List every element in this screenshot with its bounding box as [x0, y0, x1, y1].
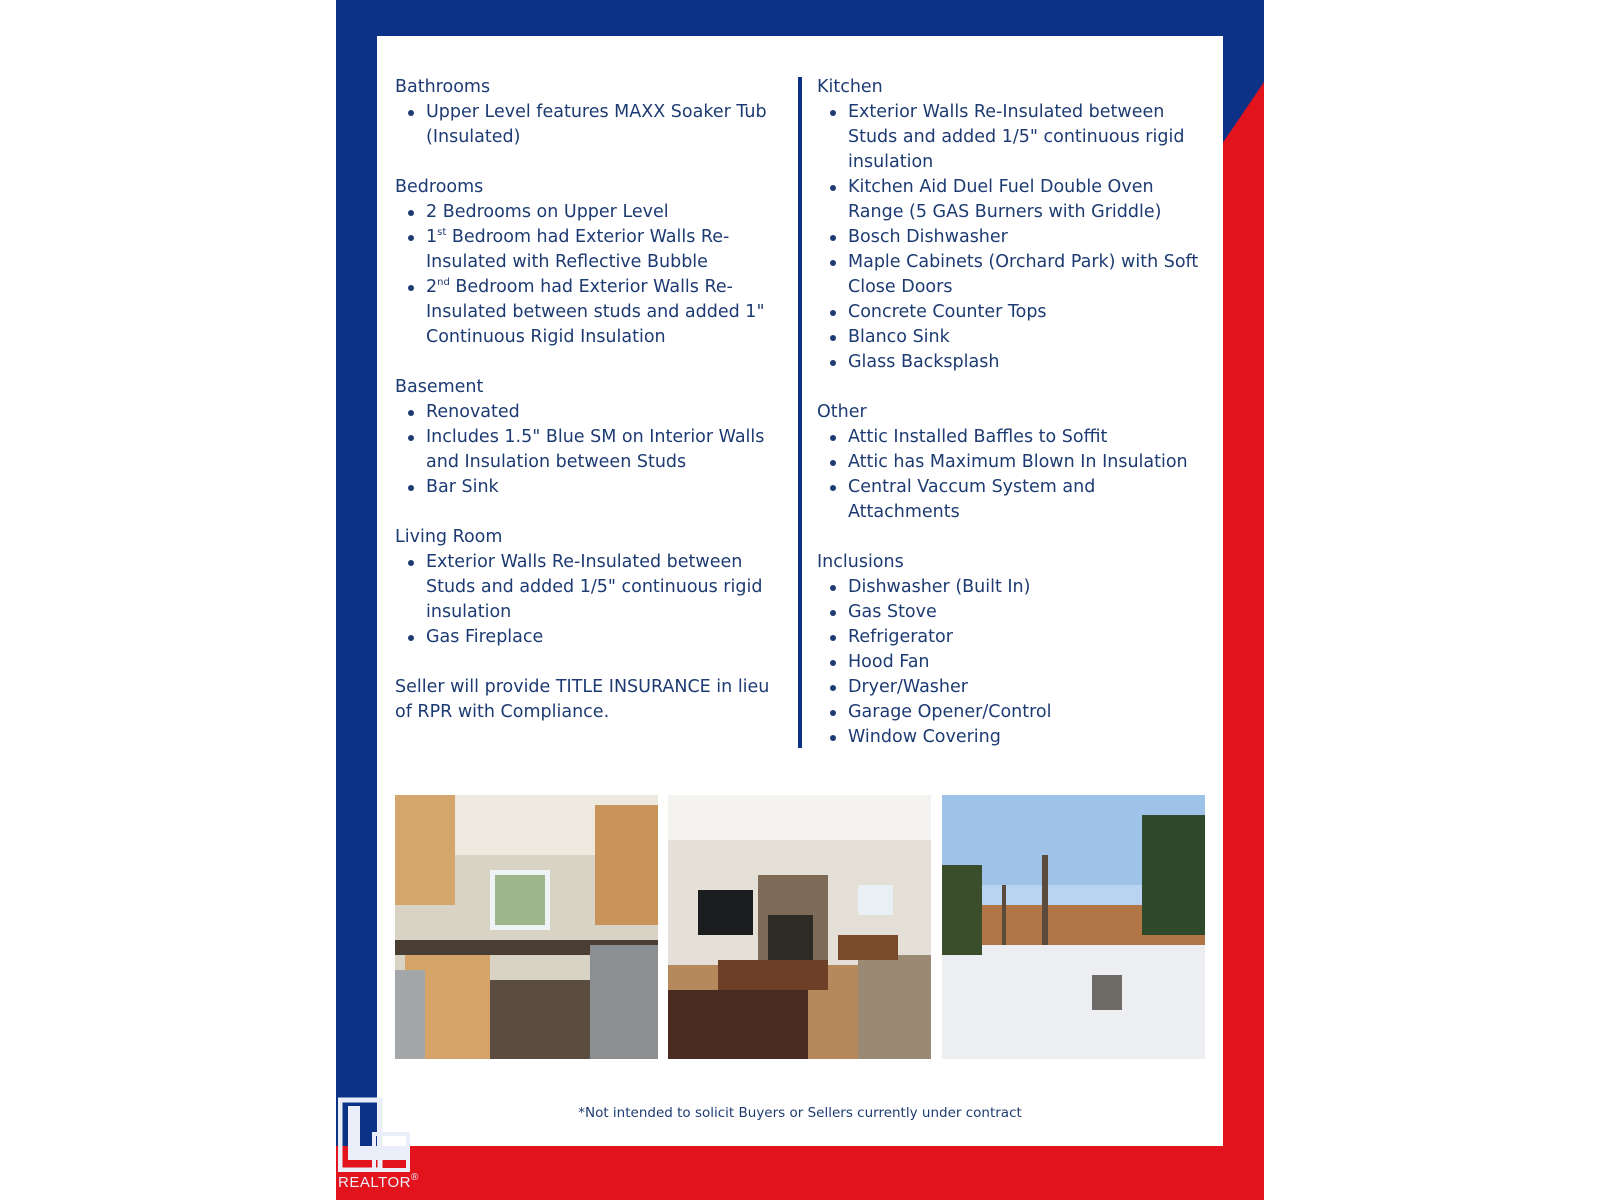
- item-text: 1: [426, 227, 438, 247]
- item-text: 2 Bedrooms on Upper Level: [426, 202, 669, 222]
- list-item: [848, 675, 1212, 700]
- bullet-list: [817, 100, 1212, 375]
- item-text: Central Vaccum System and Attachments: [848, 477, 1096, 522]
- bullet-list: [395, 100, 780, 150]
- list-item: [848, 450, 1212, 475]
- item-text: Hood Fan: [848, 652, 930, 672]
- item-text: Bedroom had Exterior Walls Re-Insulated between studs and added 1" Continuous Rigid Insulation: [426, 277, 765, 347]
- photo-strip: [395, 795, 1205, 1059]
- section-other: [817, 400, 1212, 525]
- list-item: [426, 425, 780, 475]
- section-inclusions: [817, 550, 1212, 750]
- disclaimer: *Not intended to solicit Buyers or Sellers currently under contract: [578, 1105, 1022, 1121]
- section-title: Basement: [395, 377, 484, 397]
- list-item: [848, 300, 1212, 325]
- living-room-photo: [668, 795, 931, 1059]
- list-item: [848, 100, 1212, 175]
- item-text: Kitchen Aid Duel Fuel Double Oven Range (5 GAS Burners with Griddle): [848, 177, 1162, 222]
- list-item: [848, 425, 1212, 450]
- bullet-list: [395, 400, 780, 500]
- item-text: Attic has Maximum Blown In Insulation: [848, 452, 1188, 472]
- ordinal-suffix: nd: [437, 277, 450, 288]
- realtor-logo: [338, 1096, 422, 1196]
- section-title: Bedrooms: [395, 177, 484, 197]
- section-basement: [395, 375, 780, 500]
- item-text: Includes 1.5" Blue SM on Interior Walls and Insulation between Studs: [426, 427, 765, 472]
- list-item: [848, 325, 1212, 350]
- list-item: [426, 625, 780, 650]
- section-living-room: [395, 525, 780, 650]
- red-border-bottom: [336, 1146, 1264, 1200]
- list-item: [426, 400, 780, 425]
- item-text: Blanco Sink: [848, 327, 950, 347]
- list-item: [848, 575, 1212, 600]
- backyard-photo: [942, 795, 1205, 1059]
- item-text: Gas Stove: [848, 602, 937, 622]
- item-text: Dryer/Washer: [848, 677, 968, 697]
- list-item: [848, 350, 1212, 375]
- item-text: Window Covering: [848, 727, 1001, 747]
- list-item: [848, 600, 1212, 625]
- list-item: [848, 175, 1212, 225]
- item-text: Garage Opener/Control: [848, 702, 1052, 722]
- section-title: Kitchen: [817, 77, 883, 97]
- list-item: [426, 550, 780, 625]
- list-item: [848, 700, 1212, 725]
- section-bedrooms: [395, 175, 780, 350]
- list-item: [426, 275, 780, 350]
- column-divider: [798, 77, 802, 748]
- item-text: Attic Installed Baffles to Soffit: [848, 427, 1108, 447]
- section-bathrooms: [395, 75, 780, 150]
- bullet-list: [395, 200, 780, 350]
- section-title: Inclusions: [817, 552, 904, 572]
- section-kitchen: [817, 75, 1212, 375]
- item-text: Maple Cabinets (Orchard Park) with Soft Close Doors: [848, 252, 1199, 297]
- item-text: Exterior Walls Re-Insulated between Studs and added 1/5" continuous rigid insulation: [848, 102, 1185, 172]
- bullet-list: [817, 425, 1212, 525]
- ordinal-suffix: st: [437, 227, 447, 238]
- list-item: [426, 475, 780, 500]
- list-item: [848, 625, 1212, 650]
- list-item: [848, 725, 1212, 750]
- section-title: Bathrooms: [395, 77, 491, 97]
- section-title: Living Room: [395, 527, 503, 547]
- bullet-list: [817, 575, 1212, 750]
- red-border-right: [1218, 0, 1264, 1200]
- right-column: [817, 75, 1212, 775]
- item-text: Bedroom had Exterior Walls Re-Insulated with Reflective Bubble: [426, 227, 730, 272]
- list-item: [848, 225, 1212, 250]
- item-text: 2: [426, 277, 438, 297]
- item-text: Refrigerator: [848, 627, 953, 647]
- list-item: [426, 100, 780, 150]
- item-text: Glass Backsplash: [848, 352, 1000, 372]
- realtor-mark-icon: [338, 1096, 412, 1172]
- list-item: [426, 225, 780, 275]
- list-item: [426, 200, 780, 225]
- item-text: Bar Sink: [426, 477, 499, 497]
- list-item: [848, 250, 1212, 300]
- kitchen-photo: [395, 795, 658, 1059]
- list-item: [848, 475, 1212, 525]
- bullet-list: [395, 550, 780, 650]
- item-text: Gas Fireplace: [426, 627, 544, 647]
- section-title: Other: [817, 402, 867, 422]
- left-column: [395, 75, 780, 725]
- item-text: Dishwasher (Built In): [848, 577, 1031, 597]
- list-item: [848, 650, 1212, 675]
- item-text: Concrete Counter Tops: [848, 302, 1047, 322]
- item-text: Renovated: [426, 402, 520, 422]
- item-text: Exterior Walls Re-Insulated between Studs and added 1/5" continuous rigid insulation: [426, 552, 763, 622]
- title-insurance-note: Seller will provide TITLE INSURANCE in lieu of RPR with Compliance.: [395, 677, 770, 722]
- item-text: Upper Level features MAXX Soaker Tub (Insulated): [426, 102, 767, 147]
- realtor-wordmark: REALTOR®: [338, 1172, 419, 1191]
- item-text: Bosch Dishwasher: [848, 227, 1008, 247]
